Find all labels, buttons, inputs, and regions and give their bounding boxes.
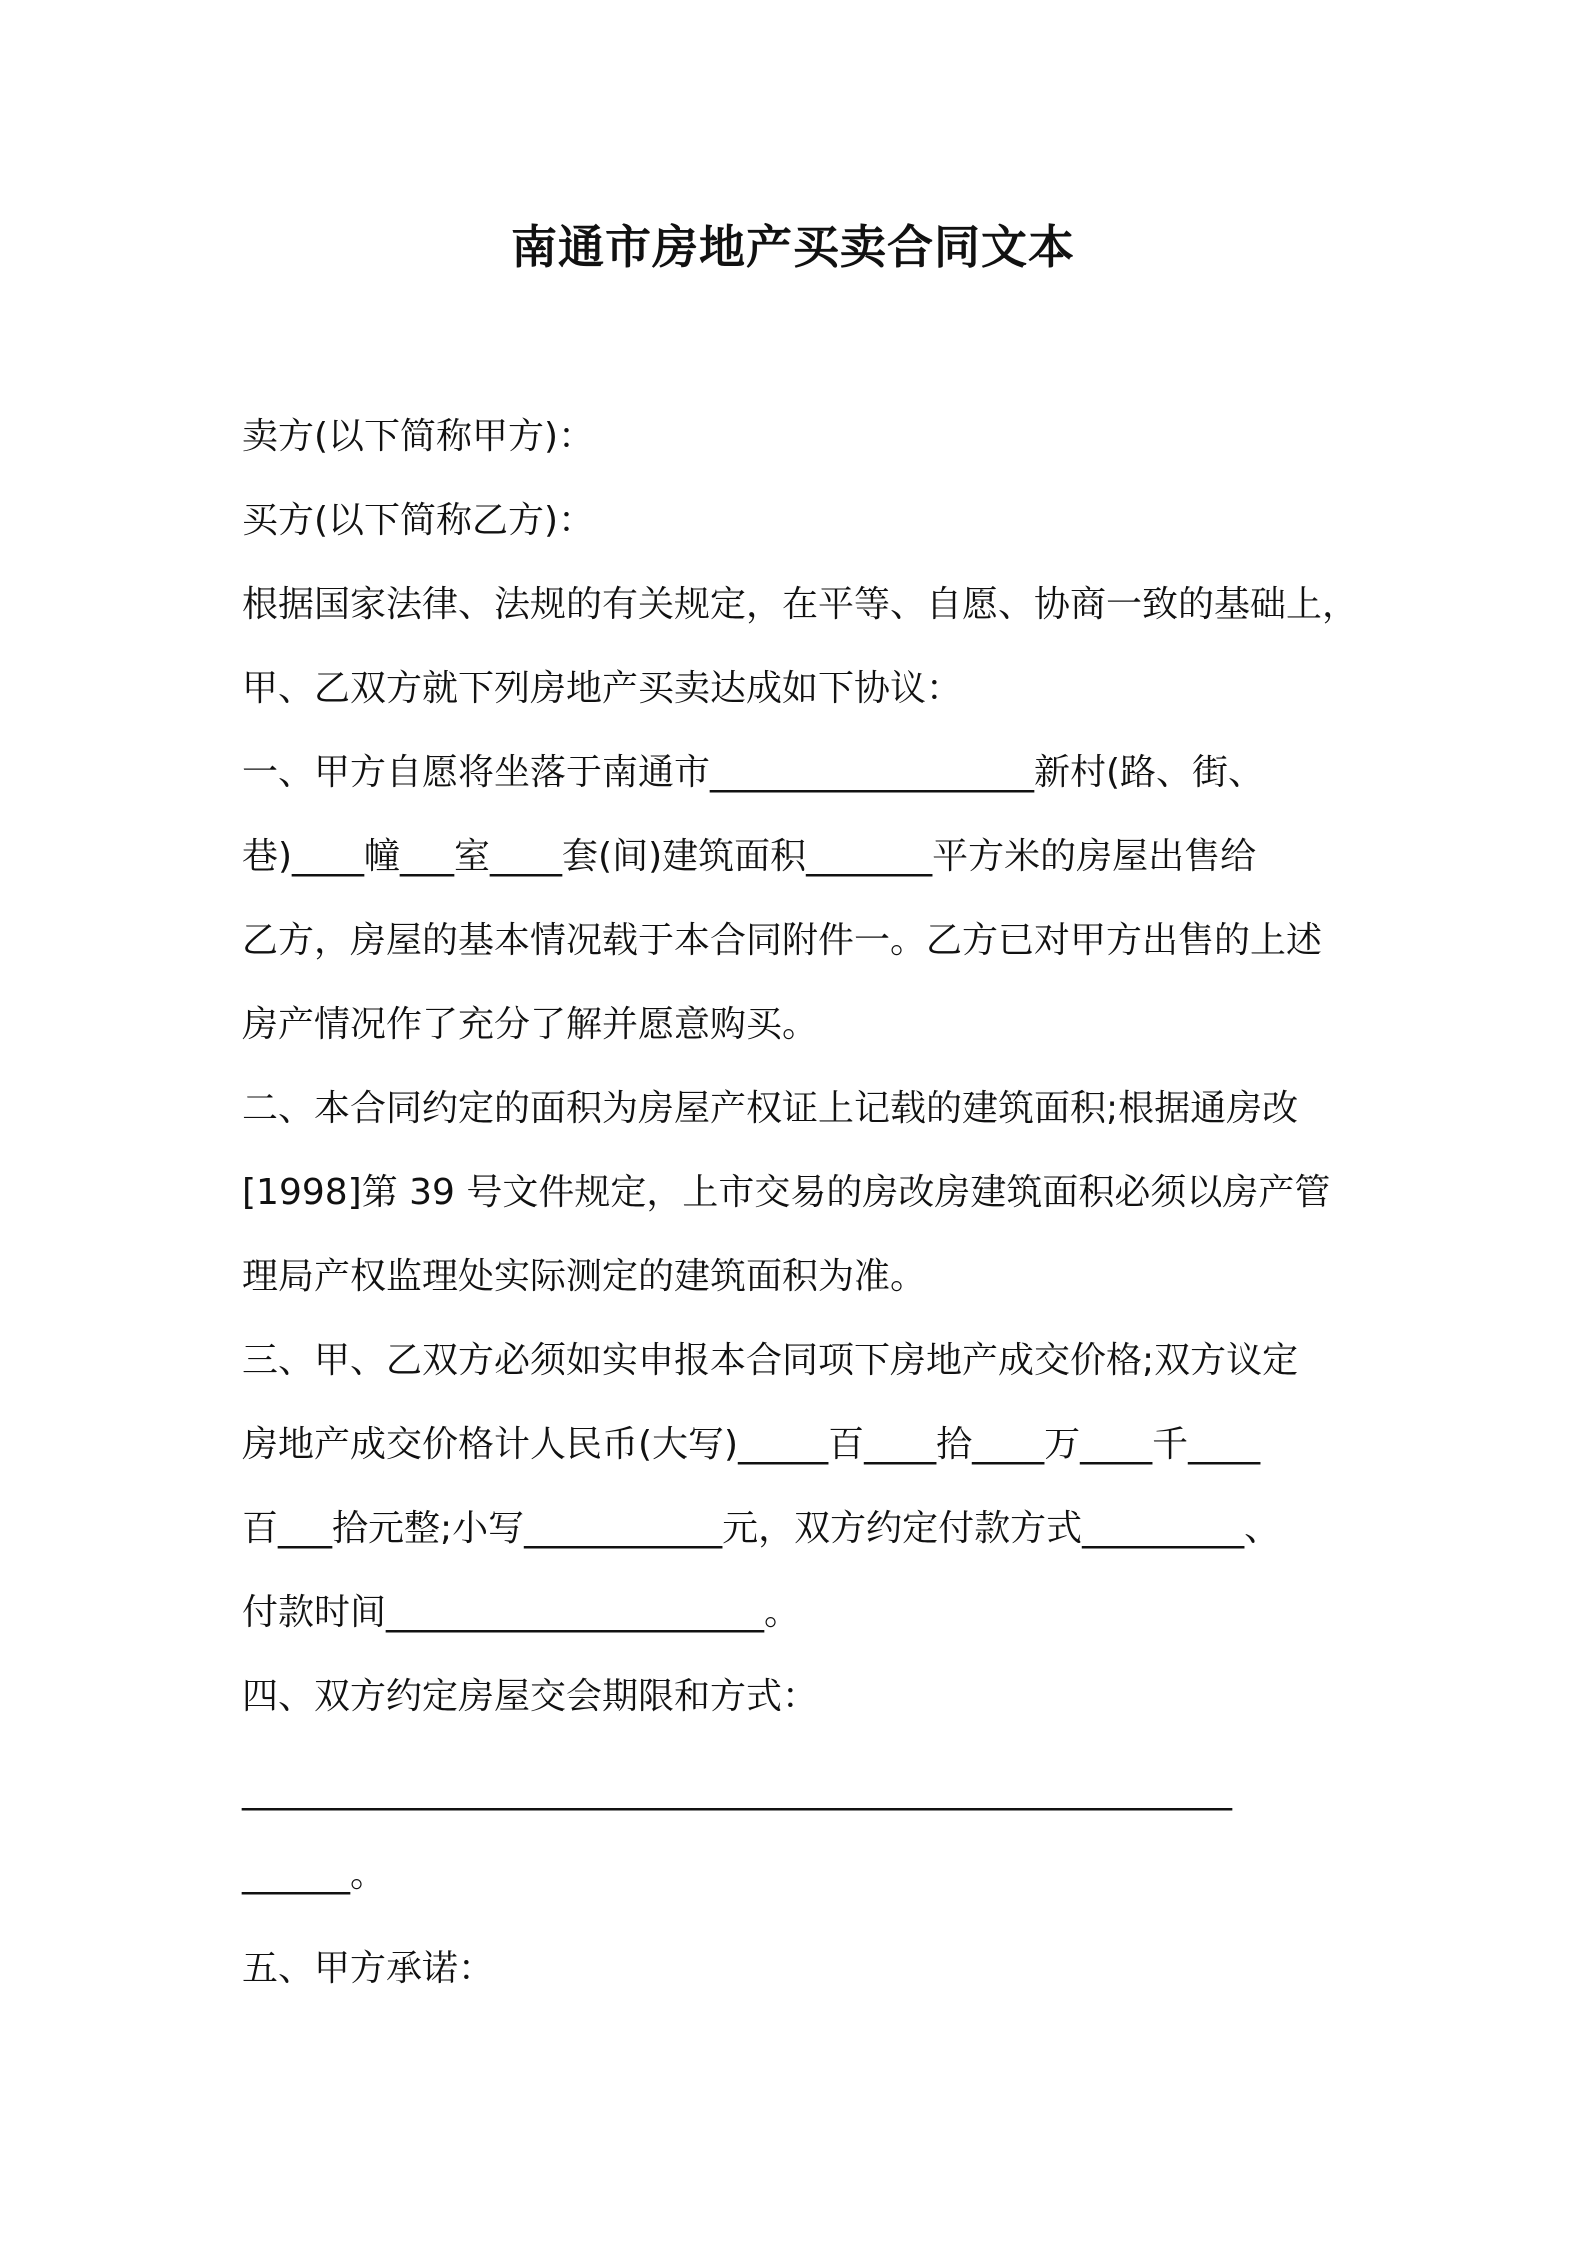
seller-line: 卖方(以下简称甲方)：	[242, 416, 595, 457]
clause-1-line-4: 房产情况作了充分了解并愿意购买。	[242, 1004, 819, 1045]
clause-4-blank-2: ______。	[242, 1854, 387, 1895]
clause-1-line-3: 乙方，房屋的基本情况载于本合同附件一。乙方已对甲方出售的上述	[242, 920, 1323, 961]
clause-2-line-3: 理局产权监理处实际测定的建筑面积为准。	[242, 1256, 927, 1297]
clause-5-heading: 五、甲方承诺：	[242, 1948, 495, 1989]
clause-3-line-2: 房地产成交价格计人民币(大写)_____百____拾____万____千____	[242, 1424, 1261, 1465]
document-title: 南通市房地产买卖合同文本	[511, 220, 1075, 274]
preamble-line-1: 根据国家法律、法规的有关规定，在平等、自愿、协商一致的基础上，	[242, 584, 1359, 625]
clause-4-heading: 四、双方约定房屋交会期限和方式：	[242, 1676, 819, 1717]
clause-2-line-2: [1998]第 39 号文件规定，上市交易的房改房建筑面积必须以房产管	[242, 1172, 1331, 1213]
clause-3-line-3: 百___拾元整;小写___________元，双方约定付款方式_________、	[242, 1508, 1281, 1549]
clause-3-line-1: 三、甲、乙双方必须如实申报本合同项下房地产成交价格;双方议定	[242, 1340, 1299, 1381]
buyer-line: 买方(以下简称乙方)：	[242, 500, 595, 541]
clause-1-line-2: 巷)____幢___室____套(间)建筑面积_______平方米的房屋出售给	[242, 836, 1257, 877]
clause-4-blank-1: _______________________________________________________	[242, 1770, 1232, 1811]
clause-1-line-1: 一、甲方自愿将坐落于南通市__________________新村(路、街、	[242, 752, 1265, 793]
preamble-line-2: 甲、乙双方就下列房地产买卖达成如下协议：	[242, 668, 963, 709]
clause-3-line-4: 付款时间_____________________。	[242, 1592, 801, 1633]
clause-2-line-1: 二、本合同约定的面积为房屋产权证上记载的建筑面积;根据通房改	[242, 1088, 1299, 1129]
